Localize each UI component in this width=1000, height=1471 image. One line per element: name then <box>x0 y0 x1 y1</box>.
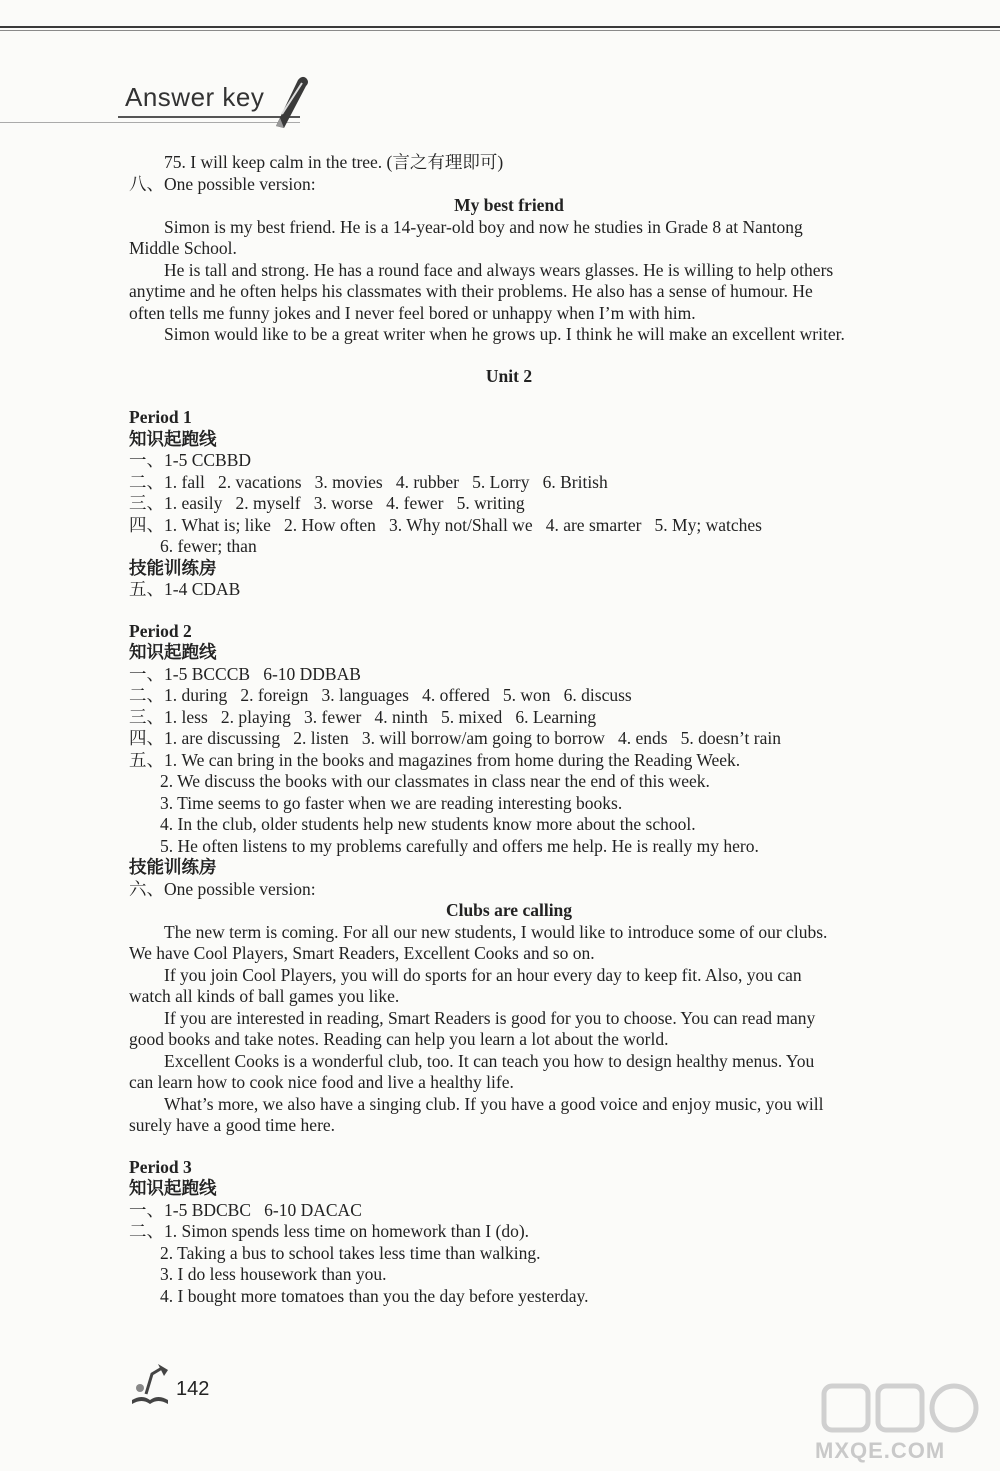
text-line: 五、1-4 CDAB <box>129 579 241 599</box>
text-line: 八、One possible version: <box>129 173 316 194</box>
watermark-text: MXQE.COM <box>815 1438 946 1463</box>
text-line: 二、1. Simon spends less time on homework than I (do). <box>129 1221 530 1241</box>
text-line: 四、1. are discussing 2. listen 3. will borrow/am going to borrow 4. ends 5. doesn’t rain <box>129 728 781 748</box>
text-line: Clubs are calling <box>445 900 573 920</box>
watermark-logo <box>820 1380 980 1436</box>
spacer <box>129 1137 889 1157</box>
text-line: 一、1-5 CCBBD <box>129 450 252 470</box>
text-line: 3. I do less housework than you. <box>160 1264 387 1284</box>
text-line: 知识起跑线 <box>129 642 217 662</box>
text-line: 二、1. during 2. foreign 3. languages 4. offered 5. won 6. discuss <box>129 685 632 705</box>
text-line: We have Cool Players, Smart Readers, Excellent Cooks and so on. <box>129 943 595 963</box>
text-line: 知识起跑线 <box>129 1178 217 1198</box>
text-line: If you are interested in reading, Smart Readers is good for you to choose. You can read many <box>164 1007 816 1028</box>
top-rule <box>0 26 1000 28</box>
text-line: 知识起跑线 <box>129 428 217 449</box>
text-line: Simon is my best friend. He is a 14-year-old boy and now he studies in Grade 8 at Nantong <box>164 216 803 237</box>
text-line: My best friend <box>454 195 564 215</box>
text-line: 6. fewer; than <box>160 536 257 556</box>
answer-key-content <box>129 152 889 1307</box>
page-header-title: Answer key <box>125 82 265 112</box>
text-line: 一、1-5 BCCCB 6-10 DDBAB <box>129 663 361 684</box>
text-line: often tells me funny jokes and I never feel bored or unhappy when I’m with him. <box>129 302 696 323</box>
header-underline-thin <box>0 122 300 123</box>
spacer <box>129 346 889 366</box>
text-line: watch all kinds of ball games you like. <box>129 986 400 1006</box>
text-line: He is tall and strong. He has a round face and always wears glasses. He is willing to help others <box>164 259 834 280</box>
text-line: 一、1-5 BDCBC 6-10 DACAC <box>129 1199 362 1220</box>
text-line: The new term is coming. For all our new students, I would like to introduce some of our clubs. <box>164 921 828 942</box>
text-line: 六、One possible version: <box>129 878 316 899</box>
text-line: 二、1. fall 2. vacations 3. movies 4. rubber 5. Lorry 6. British <box>129 471 608 492</box>
text-line: Period 3 <box>129 1156 192 1177</box>
text-line: 2. Taking a bus to school takes less time than walking. <box>160 1242 541 1263</box>
text-line: 技能训练房 <box>129 557 217 578</box>
pen-icon <box>268 74 312 130</box>
text-line: Simon would like to be a great writer when he grows up. I think he will make an excellent writer. <box>164 324 845 344</box>
text-line: 五、1. We can bring in the books and magazines from home during the Reading Week. <box>129 749 741 770</box>
text-line: Period 2 <box>129 620 192 641</box>
text-line: 75. I will keep calm in the tree. (言之有理即可) <box>164 152 504 172</box>
text-line: 三、1. less 2. playing 3. fewer 4. ninth 5. mixed 6. Learning <box>129 706 597 727</box>
text-line: What’s more, we also have a singing club. If you have a good voice and enjoy music, you will <box>164 1093 824 1114</box>
text-line: 三、1. easily 2. myself 3. worse 4. fewer 5. writing <box>129 493 525 513</box>
book-lamp-icon <box>128 1360 172 1406</box>
text-line: 四、1. What is; like 2. How often 3. Why not/Shall we 4. are smarter 5. My; watches <box>129 514 762 535</box>
text-line: If you join Cool Players, you will do sports for an hour every day to keep fit. Also, you can <box>164 964 802 985</box>
page-number: 142 <box>176 1378 210 1400</box>
text-line: can learn how to cook nice food and live a healthy life. <box>129 1072 514 1092</box>
text-line: good books and take notes. Reading can help you learn a lot about the world. <box>129 1029 669 1049</box>
text-line: anytime and he often helps his classmates with their problems. He also has a sense of humour. He <box>129 281 813 301</box>
spacer <box>129 387 889 407</box>
text-line: surely have a good time here. <box>129 1115 336 1135</box>
text-line: 3. Time seems to go faster when we are reading interesting books. <box>160 792 623 813</box>
text-line: Period 1 <box>129 407 192 427</box>
text-line: 4. I bought more tomatoes than you the day before yesterday. <box>160 1285 589 1306</box>
text-line: 2. We discuss the books with our classmates in class near the end of this week. <box>160 771 710 791</box>
text-line: 技能训练房 <box>129 857 217 877</box>
spacer <box>129 601 889 621</box>
text-line: Middle School. <box>129 238 237 258</box>
text-line: 4. In the club, older students help new students know more about the school. <box>160 814 696 834</box>
text-line: 5. He often listens to my problems carefully and offers me help. He is really my hero. <box>160 835 759 856</box>
top-rule-thin <box>0 30 1000 31</box>
text-line: Unit 2 <box>485 365 533 386</box>
text-line: Excellent Cooks is a wonderful club, too. It can teach you how to design healthy menus. You <box>164 1050 815 1071</box>
